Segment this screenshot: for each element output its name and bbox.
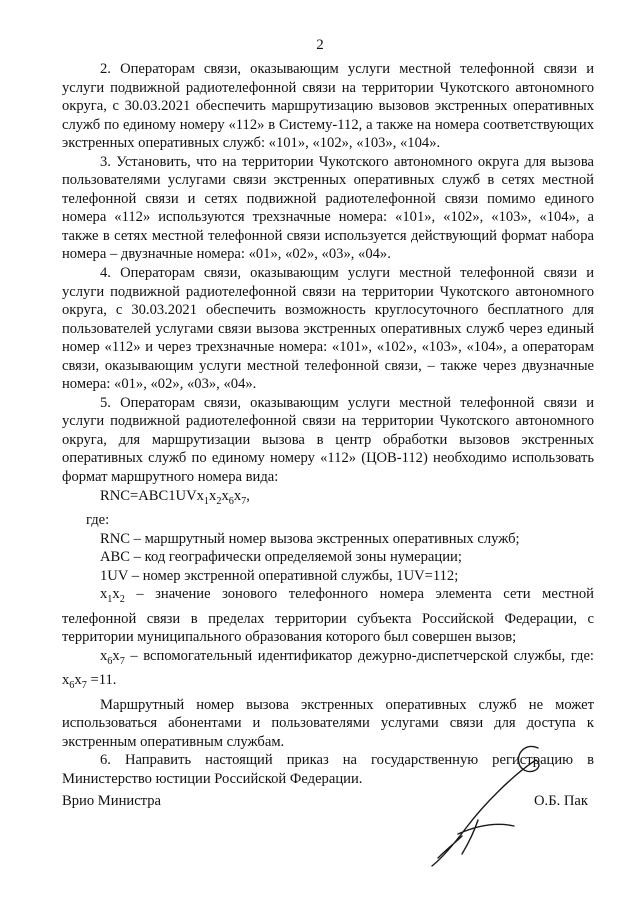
signatory-name: О.Б. Пак	[534, 793, 588, 809]
paragraph-2: 2. Операторам связи, оказывающим услуги местной телефонной связи и услуги подвижной радиотелефонной связи на территории Чукотского автономного округа, с 30.03.2021 обеспечить маршрутизацию вызовов экстренных оперативных служб по единому номеру «112» в Систему-112, а также на номера соответствующих экстренных оперативных служб: «101», «102», «103», «104».	[62, 61, 594, 152]
page-number: 2	[316, 37, 324, 53]
paragraph-routing-number: Маршрутный номер вызова экстренных оперативных служб не может использоваться абонентами и пользователями услугами связи для доступа к экстренным оперативным службам.	[62, 696, 594, 750]
paragraph-3: 3. Установить, что на территории Чукотского автономного округа для вызова пользователями услугами связи экстренных оперативных служб в сетях местной телефонной связи и сетях подвижной радиотелефонной связи помимо единого номера «112» используются трехзначные номера: «101», «102», «103», «104», а также в сетях местной телефонной связи используется действующий формат набора номера – двузначные номера: «01», «02», «03», «04».	[62, 153, 594, 263]
where-label: где:	[86, 512, 110, 529]
paragraph-6: 6. Направить настоящий приказ на государственную регистрацию в Министерство юстиции Российской Федерации.	[62, 752, 594, 787]
definition-1uv: 1UV – номер экстренной оперативной службы, 1UV=112;	[100, 567, 459, 584]
definition-x6x7: $x_6x_7$ – вспомогательный идентификатор дежурно-диспетчерской службы, где: $x_6x_7 =11$.	[62, 647, 594, 692]
definition-abc: ABC – код географически определяемой зоны нумерации;	[100, 549, 462, 566]
document-body	[62, 60, 594, 788]
paragraph-5: 5. Операторам связи, оказывающим услуги местной телефонной связи и услуги подвижной радиотелефонной связи на территории Чукотского автономного округа, для маршрутизации вызова в центр обработки вызовов экстренных оперативных служб по единому номеру «112» (ЦОВ-112) необходимо использовать формат маршрутного номера вида:	[62, 394, 594, 486]
definition-rnc: RNC – маршрутный номер вызова экстренных оперативных служб;	[100, 530, 520, 547]
definition-x1x2: $x_1x_2$ – значение зонового телефонного номера элемента сети местной телефонной связи в пределах территории субъекта Российской Федерации, с территории муниципального образования которого был совершен вызов;	[62, 586, 594, 646]
paragraph-4: 4. Операторам связи, оказывающим услуги местной телефонной связи и услуги подвижной радиотелефонной связи на территории Чукотского автономного округа, с 30.03.2021 обеспечить возможность круглосуточного бесплатного для пользователей услугами связи вызова экстренных оперативных служб через единый номер «112» и через трехзначные номера: «101», «102», «103», «104», а операторам связи, оказывающим услуги местной телефонной связи, – также через двузначные номера: «01», «02», «03», «04».	[62, 265, 594, 393]
routing-formula: $RNC=ABC1UVx_1x_2x_6x_7$,	[100, 487, 250, 507]
signatory-title: Врио Министра	[62, 793, 161, 809]
